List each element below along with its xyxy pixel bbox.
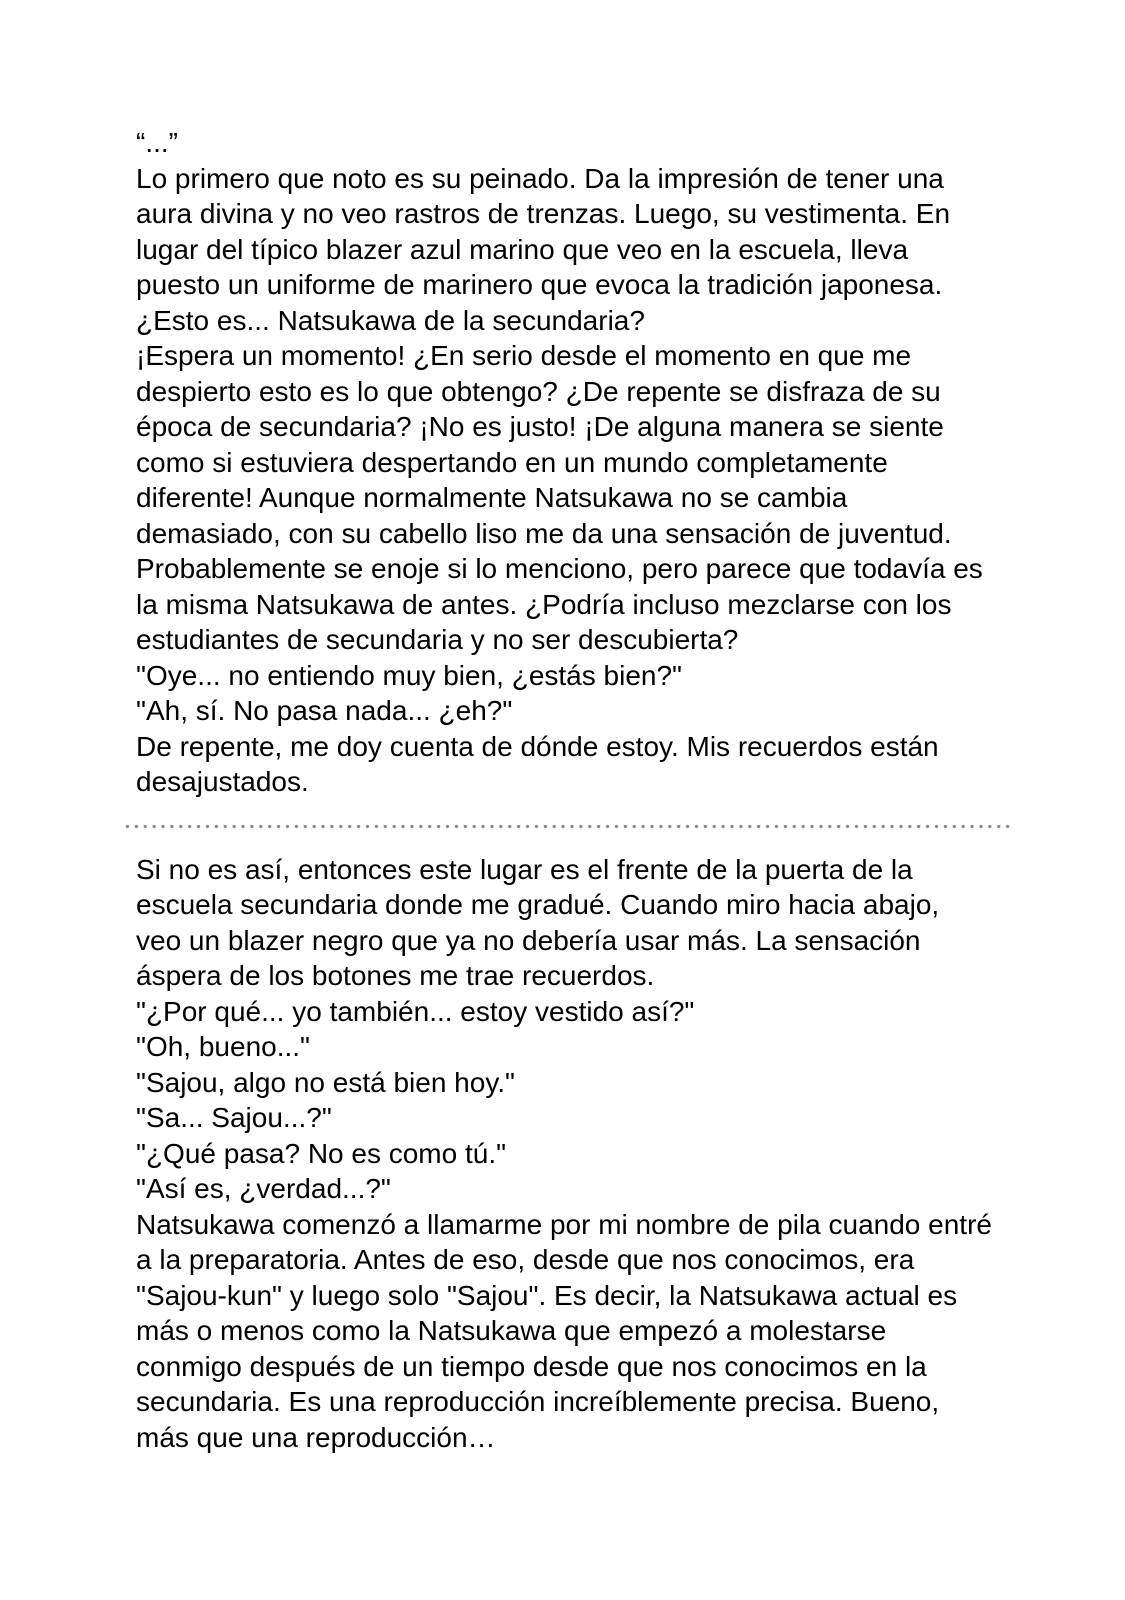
paragraph: "¿Por qué... yo también... estoy vestido así?"	[136, 995, 695, 1027]
paragraph: Lo primero que noto es su peinado. Da la impresión de tener una aura divina y no veo rastros de trenzas. Luego, su vestimenta. En lugar del típico blazer azul marino que veo en la escuela, lleva puesto un uniforme de marinero que evoca la tradición japonesa.	[136, 162, 951, 300]
paragraph: “...”	[136, 127, 178, 158]
paragraph: Natsukawa comenzó a llamarme por mi nombre de pila cuando entré a la preparatoria. Antes de eso, desde que nos conocimos, era "Sajou-kun" y luego solo "Sajou". Es decir, la Natsukawa actual es más o menos como la Natsukawa que empezó a molestarse conmigo después de un tiempo desde que nos conocimos en la secundaria. Es una reproducción increíblemente precisa. Bueno, más que una reproducción…	[136, 1208, 992, 1453]
paragraph: "Sa... Sajou...?"	[136, 1102, 332, 1133]
paragraph: "Oye... no entiendo muy bien, ¿estás bien?"	[136, 659, 682, 691]
paragraph: ¿Esto es... Natsukawa de la secundaria?	[136, 304, 645, 336]
dotted-divider	[123, 824, 1012, 829]
section-after-divider	[136, 852, 992, 1456]
document-content	[136, 125, 992, 1455]
paragraph: "Sajou, algo no está bien hoy."	[136, 1066, 515, 1098]
paragraph: "Ah, sí. No pasa nada... ¿eh?"	[136, 695, 513, 726]
paragraph: ¡Espera un momento! ¿En serio desde el momento en que me despierto esto es lo que obtengo? ¿De repente se disfraza de su época de secundaria? ¡No es justo! ¡De alguna manera se siente como si estuviera despertando en un mundo completamente diferente! Aunque normalmente Natsukawa no se cambia demasiado, con su cabello liso me da una sensación de juventud. Probablemente se enoje si lo menciono, pero parece que todavía es la misma Natsukawa de antes. ¿Podría incluso mezclarse con los estudiantes de secundaria y no ser descubierta?	[136, 340, 983, 655]
section-before-divider	[136, 125, 992, 800]
paragraph: "¿Qué pasa? No es como tú."	[136, 1137, 507, 1169]
paragraph: De repente, me doy cuenta de dónde estoy. Mis recuerdos están desajustados.	[136, 730, 939, 797]
paragraph: "Así es, ¿verdad...?"	[136, 1173, 391, 1204]
paragraph: Si no es así, entonces este lugar es el frente de la puerta de la escuela secundaria donde me gradué. Cuando miro hacia abajo, veo un blazer negro que ya no debería usar más. La sensación áspera de los botones me trae recuerdos.	[136, 853, 940, 991]
paragraph: "Oh, bueno..."	[136, 1031, 310, 1062]
